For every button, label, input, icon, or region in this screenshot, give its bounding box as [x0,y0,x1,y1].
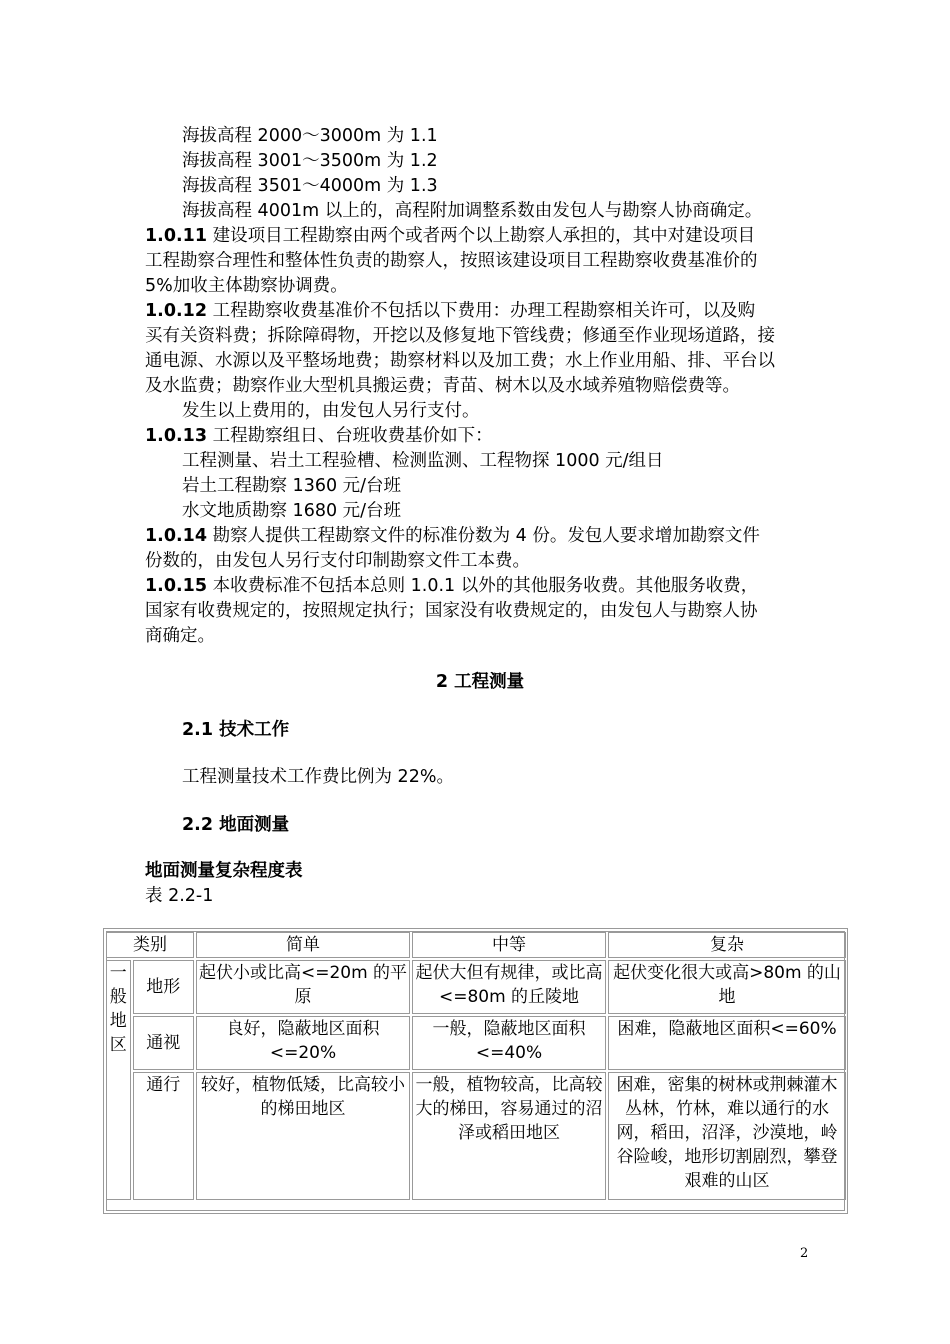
cell-medium: 一般，隐蔽地区面积<=40% [412,1016,606,1070]
row-name: 通行 [133,1072,194,1200]
text-line: 岩土工程勘察 1360 元/台班 [182,476,402,496]
text-line: 工程测量、岩土工程验槽、检测监测、工程物探 1000 元/组日 [182,451,664,471]
row-name: 地形 [133,960,194,1014]
table-row [106,960,846,1014]
text-line: 工程勘察合理性和整体性负责的勘察人，按照该建设项目工程勘察收费基准价的 [145,251,758,271]
clause-text: 工程勘察收费基准价不包括以下费用：办理工程勘察相关许可，以及购 [207,301,756,321]
clause-1-0-13 [145,424,815,449]
cell-simple: 较好，植物低矮，比高较小的梯田地区 [196,1072,410,1200]
clause-1-0-15 [145,574,815,599]
clause-number: 1.0.12 [145,301,208,321]
clause-1-0-14 [145,524,815,549]
clause-1-0-12 [145,299,815,324]
clause-1-0-11 [145,224,815,249]
text-line: 水文地质勘察 1680 元/台班 [182,501,402,521]
table-row [106,1016,846,1070]
clause-text: 勘察人提供工程勘察文件的标准份数为 4 份。发包人要求增加勘察文件 [207,526,760,546]
text-line: 海拔高程 4001m 以上的，高程附加调整系数由发包人与勘察人协商确定。 [182,201,763,221]
header-category: 类别 [106,932,194,958]
table-row [106,1072,846,1200]
section-text: 工程测量技术工作费比例为 22%。 [182,767,454,787]
text-line: 及水监费；勘察作业大型机具搬运费；青苗、树木以及水域养殖物赔偿费等。 [145,376,740,396]
header-medium: 中等 [412,932,606,958]
cell-simple: 良好，隐蔽地区面积<=20% [196,1016,410,1070]
text-line: 商确定。 [145,626,215,646]
text-line: 通电源、水源以及平整场地费；勘察材料以及加工费；水上作业用船、排、平台以 [145,351,775,371]
clause-text: 工程勘察组日、台班收费基价如下： [207,426,493,446]
text-line: 买有关资料费；拆除障碍物，开挖以及修复地下管线费；修通至作业现场道路，接 [145,326,775,346]
text-line: 发生以上费用的，由发包人另行支付。 [182,401,480,421]
cell-complex: 起伏变化很大或高>80m 的山地 [608,960,846,1014]
clause-number: 1.0.15 [145,576,208,596]
group-label: 一般地区 [106,960,131,1200]
section-heading: 2.1 技术工作 [182,720,290,740]
table-header-row [106,932,846,958]
header-simple: 简单 [196,932,410,958]
text-line: 5%加收主体勘察协调费。 [145,276,348,296]
row-name: 通视 [133,1016,194,1070]
cell-simple: 起伏小或比高<=20m 的平原 [196,960,410,1014]
complexity-table [104,930,848,1202]
page-number: 2 [800,1246,809,1261]
clause-text: 建设项目工程勘察由两个或者两个以上勘察人承担的，其中对建设项目 [207,226,756,246]
cell-complex: 困难，隐蔽地区面积<=60% [608,1016,846,1070]
clause-number: 1.0.14 [145,526,208,546]
cell-medium: 起伏大但有规律，或比高<=80m 的丘陵地 [412,960,606,1014]
section-heading: 2.2 地面测量 [182,815,290,835]
clause-number: 1.0.13 [145,426,208,446]
table-title: 地面测量复杂程度表 [145,861,303,881]
text-line: 海拔高程 3001～3500m 为 1.2 [182,151,438,171]
clause-text: 本收费标准不包括本总则 1.0.1 以外的其他服务收费。其他服务收费， [207,576,759,596]
table-number: 表 2.2-1 [145,886,214,906]
text-line: 海拔高程 2000～3000m 为 1.1 [182,126,438,146]
cell-medium: 一般，植物较高，比高较大的梯田，容易通过的沼泽或稻田地区 [412,1072,606,1200]
text-line: 份数的，由发包人另行支付印制勘察文件工本费。 [145,551,530,571]
header-complex: 复杂 [608,932,846,958]
text-line: 国家有收费规定的，按照规定执行；国家没有收费规定的，由发包人与勘察人协 [145,601,758,621]
cell-complex: 困难，密集的树林或荆棘灌木丛林，竹林，难以通行的水网，稻田，沼泽，沙漠地，岭谷险峻，地形切割剧烈，攀登艰难的山区 [608,1072,846,1200]
chapter-heading: 2 工程测量 [435,672,525,692]
text-line: 海拔高程 3501～4000m 为 1.3 [182,176,438,196]
clause-number: 1.0.11 [145,226,208,246]
